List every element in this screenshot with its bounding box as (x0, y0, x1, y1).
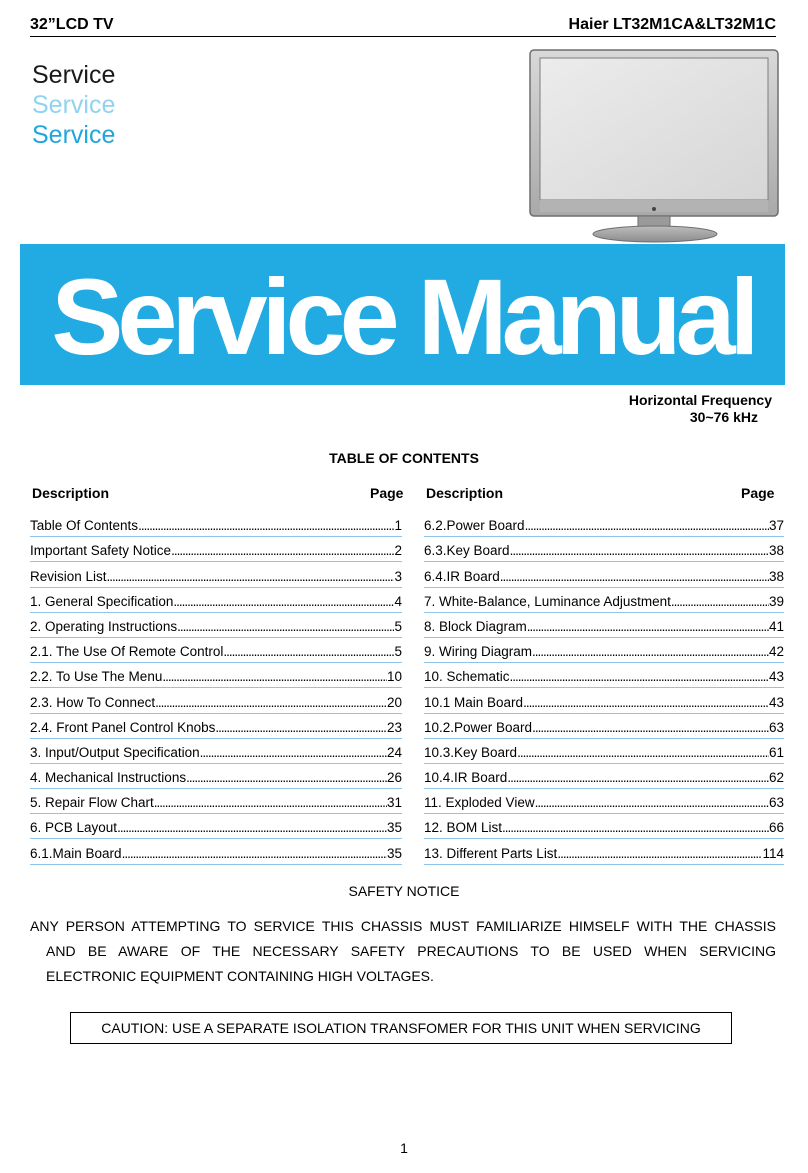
toc-entry-label: Revision List (30, 568, 107, 584)
toc-entry[interactable] (424, 764, 784, 789)
toc-entry-page: 66 (768, 820, 784, 836)
toc-entry-leader (215, 720, 387, 735)
toc-entry-leader (510, 543, 769, 558)
toc-entry-page: 20 (386, 694, 402, 710)
toc-entry-leader (557, 846, 762, 861)
toc-entry-leader (502, 820, 769, 835)
toc-entry-leader (117, 820, 387, 835)
toc-right-column (424, 512, 784, 865)
toc-entry-label: 6. PCB Layout (30, 820, 118, 836)
toc-entry[interactable] (424, 638, 784, 663)
toc-entry[interactable] (424, 613, 784, 638)
lcd-tv-icon (528, 48, 782, 248)
toc-entry-label: 2.1. The Use Of Remote Control (30, 644, 224, 660)
toc-entry-page: 43 (768, 669, 784, 685)
toc-entry[interactable] (424, 714, 784, 739)
toc-entry[interactable] (424, 562, 784, 587)
horizontal-frequency-label: Horizontal Frequency (628, 392, 772, 408)
toc-entry-leader (510, 669, 769, 684)
toc-entry-page: 3 (394, 568, 402, 584)
toc-entry-leader (138, 518, 394, 533)
toc-entry-leader (177, 619, 394, 634)
toc-entry-page: 4 (394, 593, 402, 609)
toc-entry-page: 43 (768, 694, 784, 710)
service-word-light-blue: Service (32, 91, 116, 119)
safety-line-1: ANY PERSON ATTEMPTING TO SERVICE THIS CHASSIS MUST FAMILIARIZE HIMSELF WITH THE CHASSIS (30, 918, 776, 934)
toc-entry[interactable] (424, 512, 784, 537)
caution-box: CAUTION: USE A SEPARATE ISOLATION TRANSFOMER FOR THIS UNIT WHEN SERVICING (70, 1012, 732, 1044)
toc-entry-page: 35 (386, 845, 402, 861)
toc-entry-leader (155, 695, 387, 710)
toc-entry-leader (171, 543, 394, 558)
toc-entry-leader (532, 720, 769, 735)
toc-entry-page: 61 (768, 744, 784, 760)
toc-entry-page: 35 (386, 820, 402, 836)
toc-entry-label: 10. Schematic (424, 669, 510, 685)
toc-left-page-header: Page (370, 485, 404, 501)
toc-entry-label: 6.4.IR Board (424, 568, 500, 584)
toc-entry-page: 62 (768, 770, 784, 786)
toc-entry-page: 42 (768, 644, 784, 660)
toc-entry[interactable] (30, 663, 402, 688)
toc-entry[interactable] (30, 814, 402, 839)
toc-entry-label: 2.4. Front Panel Control Knobs (30, 719, 216, 735)
toc-entry-label: Table Of Contents (30, 518, 139, 534)
page-number: 1 (400, 1140, 408, 1156)
toc-entry-leader (162, 669, 387, 684)
toc-entry-page: 63 (768, 719, 784, 735)
toc-entry-label: 9. Wiring Diagram (424, 644, 533, 660)
service-manual-banner (20, 244, 785, 385)
toc-entry-page: 39 (768, 593, 784, 609)
toc-entry-label: 1. General Specification (30, 593, 174, 609)
toc-right-description-header: Description (426, 485, 504, 501)
toc-entry-page: 1 (394, 518, 402, 534)
toc-entry[interactable] (424, 839, 784, 864)
toc-entry-leader (154, 795, 387, 810)
toc-entry[interactable] (424, 688, 784, 713)
toc-entry-label: 13. Different Parts List (424, 845, 558, 861)
toc-entry-leader (107, 569, 395, 584)
toc-entry-page: 24 (386, 744, 402, 760)
toc-entry-leader (223, 644, 394, 659)
toc-entry[interactable] (30, 638, 402, 663)
toc-entry-label: 2.2. To Use The Menu (30, 669, 163, 685)
header-product-type: 32”LCD TV (30, 16, 114, 33)
toc-entry[interactable] (30, 588, 402, 613)
tv-illustration (528, 48, 782, 248)
toc-entry-leader (517, 745, 769, 760)
toc-entry-leader (507, 770, 769, 785)
toc-entry-leader (671, 594, 769, 609)
toc-entry[interactable] (424, 814, 784, 839)
toc-entry-page: 37 (768, 518, 784, 534)
toc-entry-leader (500, 569, 769, 584)
toc-entry[interactable] (30, 562, 402, 587)
toc-entry-page: 114 (762, 845, 784, 861)
toc-entry[interactable] (30, 688, 402, 713)
safety-notice-title: SAFETY NOTICE (348, 883, 460, 899)
toc-entry-leader (523, 695, 769, 710)
toc-entry[interactable] (30, 714, 402, 739)
toc-entry-page: 10 (386, 669, 402, 685)
safety-notice-body (30, 914, 776, 989)
toc-entry[interactable] (30, 839, 402, 864)
toc-entry-label: 2. Operating Instructions (30, 618, 178, 634)
header-divider (30, 36, 776, 37)
toc-entry[interactable] (424, 789, 784, 814)
toc-entry[interactable] (424, 588, 784, 613)
toc-entry-label: Important Safety Notice (30, 543, 172, 559)
toc-entry[interactable] (30, 537, 402, 562)
toc-entry-leader (122, 846, 387, 861)
toc-entry[interactable] (30, 789, 402, 814)
toc-entry-label: 10.4.IR Board (424, 770, 508, 786)
toc-entry-page: 5 (394, 618, 402, 634)
toc-left-column (30, 512, 402, 865)
toc-entry-page: 26 (386, 770, 402, 786)
toc-entry[interactable] (30, 764, 402, 789)
toc-entry-leader (527, 619, 769, 634)
safety-line-2: AND BE AWARE OF THE NECESSARY SAFETY PRECAUTIONS TO BE USED WHEN SERVICING (46, 943, 776, 959)
toc-right-page-header: Page (741, 485, 775, 501)
toc-left-description-header: Description (32, 485, 110, 501)
toc-entry-label: 7. White-Balance, Luminance Adjustment (424, 593, 671, 609)
toc-entry-leader (535, 795, 769, 810)
service-word-dark: Service (32, 61, 116, 89)
toc-entry[interactable] (30, 613, 402, 638)
toc-entry-page: 63 (768, 795, 784, 811)
toc-entry-leader (532, 644, 769, 659)
toc-title: TABLE OF CONTENTS (329, 450, 479, 466)
toc-entry-label: 5. Repair Flow Chart (30, 795, 154, 811)
toc-entry-label: 4. Mechanical Instructions (30, 770, 187, 786)
toc-entry[interactable] (424, 537, 784, 562)
toc-entry-page: 38 (768, 543, 784, 559)
safety-line-3: ELECTRONIC EQUIPMENT CONTAINING HIGH VOLTAGES. (46, 968, 434, 984)
toc-entry-label: 8. Block Diagram (424, 618, 527, 634)
toc-entry-leader (525, 518, 769, 533)
toc-entry-label: 12. BOM List (424, 820, 503, 836)
toc-entry-label: 2.3. How To Connect (30, 694, 156, 710)
toc-entry-page: 41 (768, 618, 784, 634)
banner-title: Service Manual (51, 256, 754, 377)
toc-entry-page: 31 (386, 795, 402, 811)
toc-entry-label: 10.3.Key Board (424, 744, 518, 760)
toc-entry-leader (200, 745, 387, 760)
toc-entry-leader (173, 594, 394, 609)
toc-entry-label: 10.1 Main Board (424, 694, 524, 710)
toc-entry-label: 10.2.Power Board (424, 719, 533, 735)
toc-entry[interactable] (30, 512, 402, 537)
toc-entry-page: 2 (394, 543, 402, 559)
toc-entry-page: 5 (394, 644, 402, 660)
toc-entry-label: 6.1.Main Board (30, 845, 122, 861)
toc-entry[interactable] (424, 739, 784, 764)
toc-entry-leader (186, 770, 387, 785)
toc-entry-page: 23 (386, 719, 402, 735)
toc-entry-label: 11. Exploded View (424, 795, 535, 811)
horizontal-frequency-value: 30~76 kHz (689, 409, 758, 425)
toc-entry-page: 38 (768, 568, 784, 584)
toc-entry-label: 6.3.Key Board (424, 543, 510, 559)
service-word-blue: Service (32, 121, 116, 149)
toc-entry[interactable] (30, 739, 402, 764)
toc-entry-label: 3. Input/Output Specification (30, 744, 200, 760)
toc-entry[interactable] (424, 663, 784, 688)
header-model: Haier LT32M1CA&LT32M1C (568, 16, 776, 33)
toc-entry-label: 6.2.Power Board (424, 518, 525, 534)
